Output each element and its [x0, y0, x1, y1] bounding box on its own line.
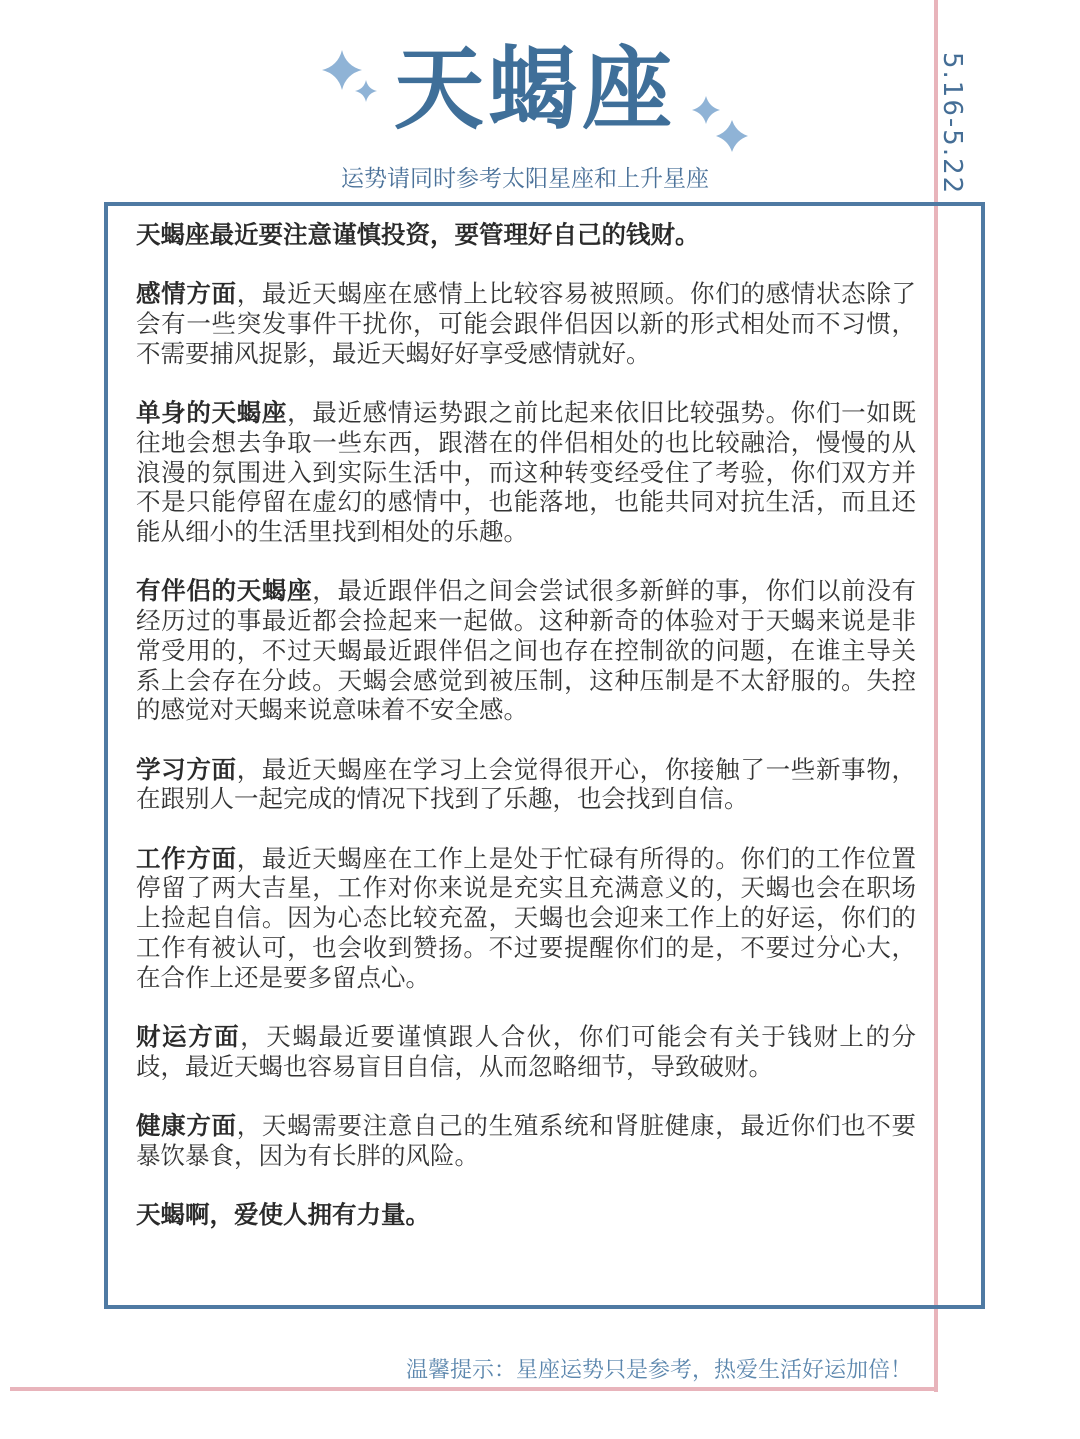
section-study — [136, 755, 916, 814]
section-heading: 学习方面 — [136, 754, 237, 784]
section-text: ，最近跟伴侣之间会尝试很多新鲜的事，你们以前没有经历过的事最近都会捡起来一起做。这种新奇的体验对于天蝎来说是非常受用的，不过天蝎最近跟伴侣之间也存在控制欲的问题，在谁主导关系上会存在分歧。天蝎会感觉到被压制，这种压制是不太舒服的。失控的感觉对天蝎来说意味着不安全感。 — [136, 576, 917, 725]
horoscope-content — [136, 220, 916, 1259]
date-range: 5.16-5.22 — [937, 52, 967, 196]
footer-tip: 温馨提示：星座运势只是参考，热爱生活好运加倍！ — [405, 1358, 912, 1383]
section-heading: 有伴侣的天蝎座 — [136, 576, 313, 606]
section-wealth — [136, 1022, 916, 1081]
intro-line: 天蝎座最近要注意谨慎投资，要管理好自己的钱财。 — [136, 220, 700, 249]
section-health — [136, 1111, 916, 1170]
pink-horizontal-line — [10, 1387, 938, 1391]
closing-line: 天蝎啊，爱使人拥有力量。 — [136, 1200, 430, 1230]
section-heading: 健康方面 — [136, 1110, 237, 1140]
section-heading: 感情方面 — [136, 279, 237, 309]
section-partnered — [136, 576, 916, 725]
section-text: ，最近天蝎座在工作上是处于忙碌有所得的。你们的工作位置停留了两大吉星，工作对你来说是充实且充满意义的，天蝎也会在职场上捡起自信。因为心态比较充盈，天蝎也会迎来工作上的好运，你们的工作有被认可，也会收到赞扬。不过要提醒你们的是，不要过分心大，在合作上还是要多留点心。 — [136, 843, 916, 992]
section-text: ，最近感情运势跟之前比起来依旧比较强势。你们一如既往地会想去争取一些东西，跟潜在的伴侣相处的也比较融洽，慢慢的从浪漫的氛围进入到实际生活中，而这种转变经受住了考验，你们双方并不是只能停留在虚幻的感情中，也能落地，也能共同对抗生活，而且还能从细小的生活里找到相处的乐趣。 — [136, 398, 917, 546]
section-text: ，最近天蝎座在学习上会觉得很开心，你接触了一些新事物，在跟别人一起完成的情况下找到了乐趣，也会找到自信。 — [136, 754, 916, 814]
section-work — [136, 844, 916, 993]
section-text: ，天蝎需要注意自己的生殖系统和肾脏健康，最近你们也不要暴饮暴食，因为有长胖的风险。 — [136, 1110, 916, 1170]
page-title: 天蝎座 — [394, 37, 676, 142]
section-text: ，天蝎最近要谨慎跟人合伙，你们可能会有关于钱财上的分歧，最近天蝎也容易盲目自信，从而忽略细节，导致破财。 — [136, 1021, 917, 1081]
section-text: ，最近天蝎座在感情上比较容易被照顾。你们的感情状态除了会有一些突发事件干扰你，可能会跟伴侣因以新的形式相处而不习惯，不需要捕风捉影，最近天蝎好好享受感情就好。 — [136, 279, 916, 368]
page-subtitle: 运势请同时参考太阳星座和上升星座 — [341, 166, 709, 192]
section-heading: 单身的天蝎座 — [136, 398, 288, 428]
section-heading: 工作方面 — [136, 843, 237, 873]
section-single — [136, 398, 916, 547]
section-heading: 财运方面 — [136, 1021, 241, 1051]
section-love — [136, 279, 916, 368]
